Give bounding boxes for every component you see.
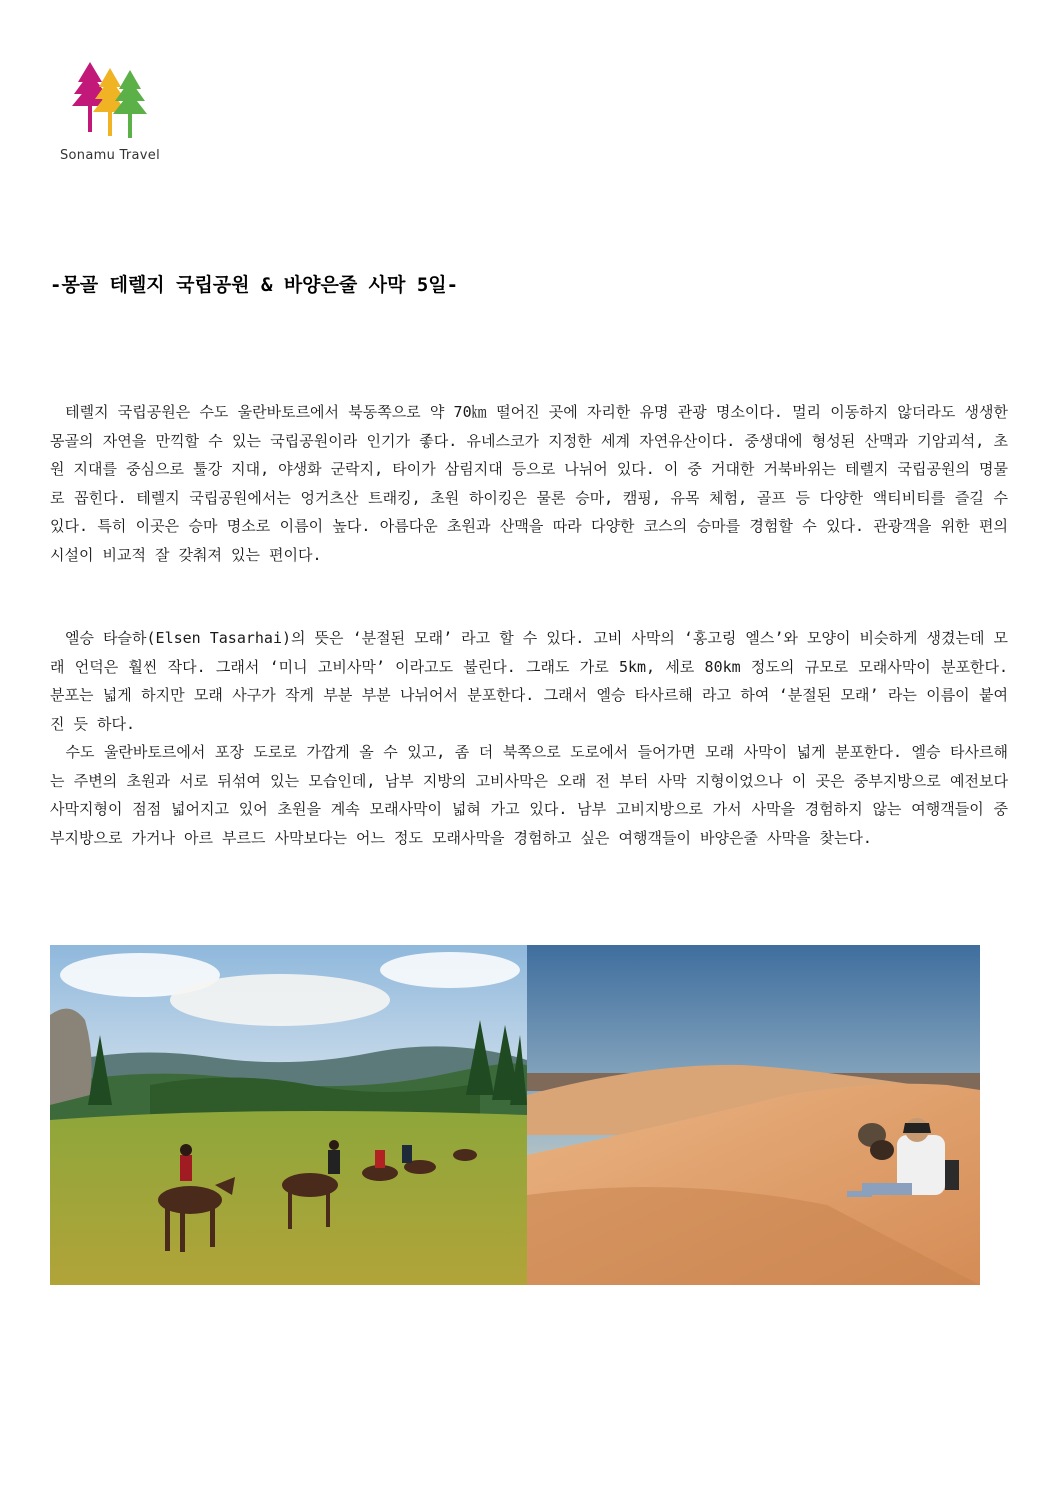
- paragraph-terelj: 테렐지 국립공원은 수도 울란바토르에서 북동쪽으로 약 70㎞ 떨어진 곳에 자리한 유명 관광 명소이다. 멀리 이동하지 않더라도 생생한 몽골의 자연을 만끽할 수 있는 국립공원이라 인기가 좋다. 유네스코가 지정한 세계 자연유산이다. 중생대에 형성된 산맥과 기암괴석, 초원 지대를 중심으로 툴강 지대, 야생화 군락지, 타이가 삼림지대 등으로 나뉘어 있다. 이 중 거대한 거북바위는 테렐지 국립공원의 명물로 꼽힌다. 테렐지 국립공원에서는 엉거츠산 트래킹, 초원 하이킹은 물론 승마, 캠핑, 유목 체험, 골프 등 다양한 액티비티를 즐길 수 있다. 특히 이곳은 승마 명소로 이름이 높다. 아름다운 초원과 산맥을 따라 다양한 코스의 승마를 경험할 수 있다. 관광객을 위한 편의시설이 비교적 잘 갖춰져 있는 편이다.: [50, 403, 1008, 564]
- brand-logo: [60, 60, 170, 170]
- brand-name: Sonamu Travel: [60, 148, 160, 163]
- document-title: -몽골 테렐지 국립공원 & 바양은줄 사막 5일-: [50, 274, 459, 296]
- sand-dune-sunset-image: [527, 945, 980, 1285]
- photo-horse-riding: [50, 945, 527, 1285]
- photo-sand-dunes: [527, 945, 980, 1285]
- grassland-horse-riding-image: [50, 945, 527, 1285]
- paragraph-elsen-tasarhai: 엘승 타슬하(Elsen Tasarhai)의 뜻은 ‘분절된 모래’ 라고 할 수 있다. 고비 사막의 ‘홍고링 엘스’와 모양이 비슷하게 생겼는데 모래 언덕은 훨씬 작다. 그래서 ‘미니 고비사막’ 이라고도 불린다. 그래도 가로 5km, 세로 80km 정도의 규모로 모래사막이 분포한다. 분포는 넓게 하지만 모래 사구가 작게 부분 부분 나뉘어서 분포한다. 그래서 엘승 타사르해 라고 하여 ‘분절된 모래’ 라는 이름이 붙여진 듯 하다.: [50, 629, 1008, 733]
- three-trees-icon: [68, 60, 158, 140]
- paragraph-bayan-gobi: 수도 울란바토르에서 포장 도로로 가깝게 올 수 있고, 좀 더 북쪽으로 도로에서 들어가면 모래 사막이 넓게 분포한다. 엘승 타사르해는 주변의 초원과 서로 뒤섞여 있는 모습인데, 남부 지방의 고비사막은 오래 전 부터 사막 지형이었으나 이 곳은 중부지방으로 예전보다 사막지형이 점점 넓어지고 있어 초원을 계속 모래사막이 넓혀 가고 있다. 남부 고비지방으로 가서 사막을 경험하지 않는 여행객들이 중부지방으로 가거나 아르 부르드 사막보다는 어느 정도 모래사막을 경험하고 싶은 여행객들이 바양은줄 사막을 찾는다.: [50, 743, 1008, 847]
